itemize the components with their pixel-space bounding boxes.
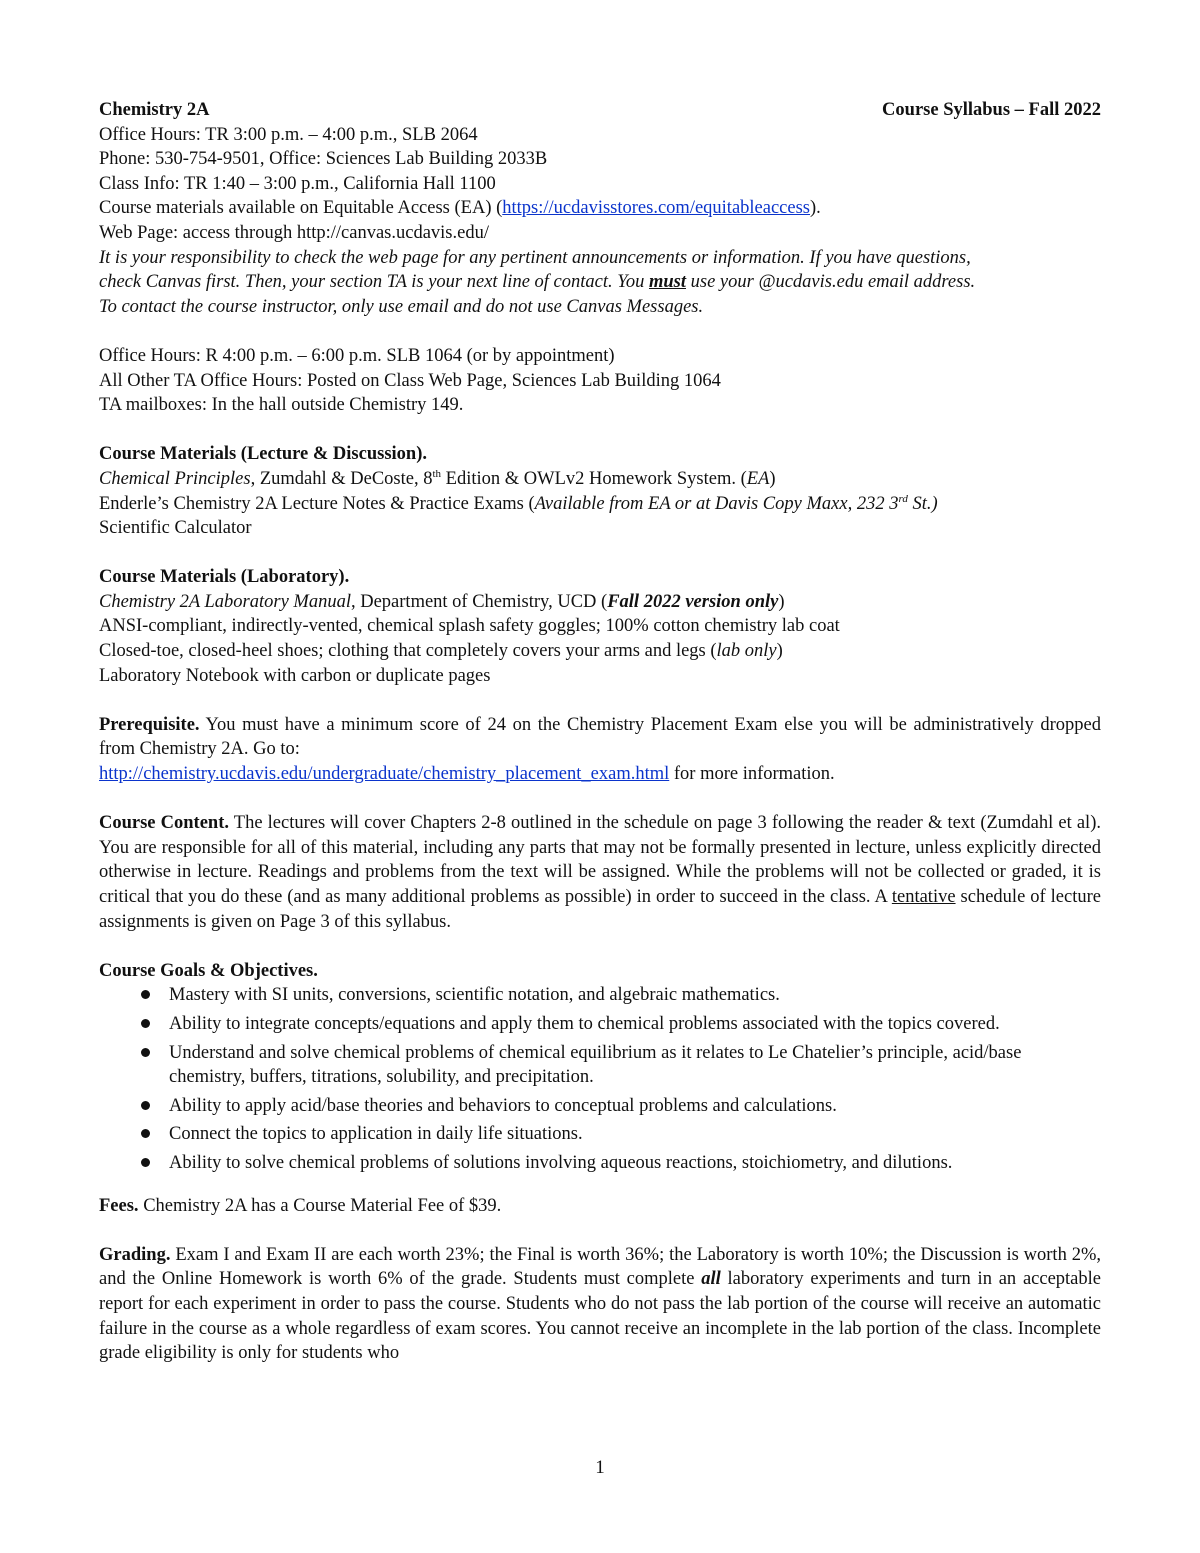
shoes-line: Closed-toe, closed-heel shoes; clothing that completely covers your arms and legs (lab only) [99, 641, 783, 662]
goal-item [99, 1122, 1101, 1147]
lab-manual-line: Chemistry 2A Laboratory Manual, Department of Chemistry, UCD (Fall 2022 version only) [99, 591, 785, 612]
placement-exam-link[interactable]: http://chemistry.ucdavis.edu/undergraduate/chemistry_placement_exam.html [99, 764, 670, 785]
goal-item [99, 1041, 1101, 1090]
fees-line: Fees. Chemistry 2A has a Course Material Fee of $39. [99, 1195, 502, 1216]
goal-item [99, 1094, 1101, 1119]
lab-materials-heading: Course Materials (Laboratory). [99, 567, 350, 588]
notebook-line: Laboratory Notebook with carbon or duplicate pages [99, 665, 491, 686]
goal-text: Ability to solve chemical problems of solutions involving aqueous reactions, stoichiometry, and dilutions. [169, 1152, 953, 1173]
ta-office-hours: Office Hours: R 4:00 p.m. – 6:00 p.m. SLB 1064 (or by appointment) [99, 345, 615, 366]
course-content-paragraph: Course Content. The lectures will cover Chapters 2-8 outlined in the schedule on page 3 following the reader & text (Zumdahl et al). You are responsible for all of this material, including any parts that may not be formally presented in lecture, unless explicitly directed otherwise in lecture. Readings and problems from the text will be assigned. While the problems will not be collected or graded, it is critical that you do these (and as many additional problems as possible) in order to succeed in the class. A tentative schedule of lecture assignments is given on Page 3 of this syllabus. [99, 813, 1101, 932]
page-header [99, 98, 1101, 123]
class-info: Class Info: TR 1:40 – 3:00 p.m., California Hall 1100 [99, 173, 496, 194]
goals-list [99, 983, 1101, 1175]
bullet-icon [141, 1158, 150, 1167]
textbook-line: Chemical Principles, Zumdahl & DeCoste, 8th Edition & OWLv2 Homework System. (EA) [99, 467, 776, 489]
goal-text: Connect the topics to application in daily life situations. [169, 1124, 583, 1145]
lecture-notes-line: Enderle’s Chemistry 2A Lecture Notes & Practice Exams (Available from EA or at Davis Copy Maxx, 232 3rd St.) [99, 492, 938, 514]
placement-link-line: http://chemistry.ucdavis.edu/undergraduate/chemistry_placement_exam.html for more information. [99, 764, 835, 785]
goal-item [99, 1151, 1101, 1176]
page-number: 1 [595, 1457, 605, 1478]
prerequisite-heading: Prerequisite. [99, 714, 200, 735]
goggles-line: ANSI-compliant, indirectly-vented, chemical splash safety goggles; 100% cotton chemistry lab coat [99, 616, 840, 637]
bullet-icon [141, 990, 150, 999]
goal-text: Ability to integrate concepts/equations and apply them to chemical problems associated with the topics covered. [169, 1013, 1000, 1034]
goals-heading: Course Goals & Objectives. [99, 960, 318, 981]
notice-line-2: check Canvas first. Then, your section TA is your next line of contact. You must use your @ucdavis.edu email address. [99, 272, 976, 293]
calculator-line: Scientific Calculator [99, 518, 252, 539]
notice-line-3: To contact the course instructor, only use email and do not use Canvas Messages. [99, 296, 704, 317]
goal-text: Mastery with SI units, conversions, scientific notation, and algebraic mathematics. [169, 985, 780, 1006]
tentative-emphasis: tentative [891, 887, 956, 907]
goal-text: Understand and solve chemical problems of chemical equilibrium as it relates to Le Chatelier’s principle, acid/base chemistry, buffers, titrations, solubility, and precipitation. [169, 1042, 1022, 1088]
bullet-icon [141, 1019, 150, 1028]
grading-paragraph: Grading. Exam I and Exam II are each worth 23%; the Final is worth 36%; the Laboratory is worth 10%; the Discussion is worth 2%, and the Online Homework is worth 6% of the grade. Students must complete all laboratory experiments and turn in an acceptable report for each experiment in order to pass the course. Students who do not pass the lab portion of the course will receive an automatic failure in the course as a whole regardless of exam scores. You cannot receive an incomplete in the lab portion of the class. Incomplete grade eligibility is only for students who [99, 1244, 1101, 1364]
bullet-icon [141, 1129, 150, 1138]
lecture-materials-heading: Course Materials (Lecture & Discussion). [99, 444, 427, 465]
must-emphasis: must [648, 272, 686, 293]
syllabus-title: Course Syllabus – Fall 2022 [882, 100, 1101, 120]
all-emphasis: all [701, 1269, 721, 1290]
syllabus-page [99, 98, 1101, 1366]
equitable-access-link[interactable]: https://ucdavisstores.com/equitableaccess [502, 198, 810, 219]
goal-text: Ability to apply acid/base theories and behaviors to conceptual problems and calculations. [169, 1095, 837, 1116]
course-content-heading: Course Content. [99, 813, 229, 834]
fees-heading: Fees. [99, 1195, 139, 1216]
ta-other-hours: All Other TA Office Hours: Posted on Class Web Page, Sciences Lab Building 1064 [99, 370, 721, 391]
ta-mailboxes: TA mailboxes: In the hall outside Chemistry 149. [99, 395, 464, 416]
goal-item [99, 1012, 1101, 1037]
bullet-icon [141, 1101, 150, 1110]
phone-office: Phone: 530-754-9501, Office: Sciences Lab Building 2033B [99, 149, 548, 170]
course-materials-info: Course materials available on Equitable Access (EA) (https://ucdavisstores.com/equitableaccess). [99, 198, 821, 219]
prerequisite-paragraph: Prerequisite. You must have a minimum score of 24 on the Chemistry Placement Exam else you will be administratively dropped from Chemistry 2A. Go to: [99, 714, 1101, 760]
web-page-info: Web Page: access through http://canvas.ucdavis.edu/ [99, 222, 489, 243]
bullet-icon [141, 1048, 150, 1057]
grading-heading: Grading. [99, 1244, 171, 1265]
course-title: Chemistry 2A [99, 100, 210, 120]
notice-line-1: It is your responsibility to check the web page for any pertinent announcements or information. If you have questions, [99, 247, 971, 268]
goal-item [99, 983, 1101, 1008]
office-hours: Office Hours: TR 3:00 p.m. – 4:00 p.m., SLB 2064 [99, 124, 478, 145]
